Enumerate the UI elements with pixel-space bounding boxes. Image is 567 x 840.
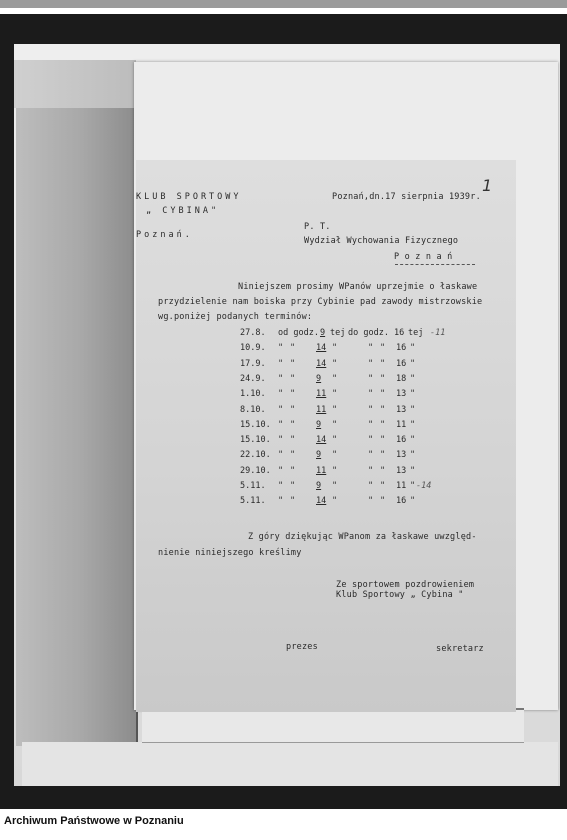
schedule-date: 10.9.: [240, 343, 266, 354]
body-line1: Niniejszem prosimy WPanów uprzejmie o łaskawe: [238, 282, 478, 292]
schedule-ditto: ": [290, 435, 296, 446]
schedule-from: 14: [316, 343, 327, 354]
schedule-ditto: ": [332, 450, 338, 461]
schedule-ditto: ": [368, 358, 374, 369]
schedule-ditto: ": [410, 358, 416, 369]
club-city: Poznań.: [136, 230, 193, 240]
schedule-ditto: ": [410, 389, 416, 400]
recipient-underline: [395, 264, 475, 265]
schedule-ditto: ": [368, 404, 374, 415]
closing-line2: nienie niniejszego kreślimy: [158, 548, 302, 558]
schedule-from: 9: [320, 328, 326, 338]
page-number: 1: [482, 176, 493, 195]
schedule-ditto: ": [278, 435, 284, 446]
club-name-line2: „ CYBINA": [146, 206, 220, 216]
schedule-to: 13: [396, 389, 407, 400]
schedule-date: 8.10.: [240, 404, 266, 415]
schedule-ditto: ": [410, 419, 416, 430]
letter-date: Poznań,dn.17 sierpnia 1939r.: [332, 192, 481, 202]
schedule-ditto: ": [380, 496, 386, 507]
schedule-from: 11: [316, 389, 327, 400]
schedule-ditto: ": [410, 481, 416, 491]
schedule-ditto: ": [368, 373, 374, 384]
schedule-ditto: ": [332, 496, 338, 507]
signature-prezes: prezes: [286, 642, 318, 652]
schedule-ditto: ": [290, 481, 296, 491]
schedule-ditto: ": [278, 373, 284, 384]
closing-line1: Z góry dziękując WPanom za łaskawe uwzględ-: [248, 532, 477, 542]
schedule-date: 24.9.: [240, 373, 266, 384]
schedule-ditto: ": [380, 358, 386, 369]
schedule-ditto: ": [332, 404, 338, 415]
schedule-ditto: ": [332, 419, 338, 430]
schedule-to: 13: [396, 465, 407, 476]
schedule-from: 11: [316, 404, 327, 415]
schedule-ditto: ": [332, 465, 338, 476]
schedule-to: 13: [396, 450, 407, 461]
schedule-ditto: ": [380, 419, 386, 430]
schedule-ditto: ": [380, 389, 386, 400]
schedule-to: 11: [396, 419, 407, 430]
schedule-ditto: ": [368, 496, 374, 507]
paper-bottom-edge: [142, 708, 524, 743]
schedule-from: 14: [316, 358, 327, 369]
schedule-ditto: ": [290, 496, 296, 507]
schedule-to: 18: [396, 373, 407, 384]
schedule-ditto: ": [278, 496, 284, 507]
schedule-tej-label: tej: [330, 328, 346, 338]
schedule-from: 9: [316, 481, 322, 491]
schedule-ditto: ": [410, 496, 416, 507]
schedule-ditto: ": [410, 404, 416, 415]
schedule-ditto: ": [380, 450, 386, 461]
schedule-to-label: do godz.: [348, 328, 389, 338]
schedule-ditto: ": [380, 481, 386, 491]
schedule-ditto: ": [410, 435, 416, 446]
schedule-from-label: od godz.: [278, 328, 319, 338]
schedule-ditto: ": [278, 343, 284, 354]
schedule-ditto: ": [380, 435, 386, 446]
recipient-city: P o z n a ń: [394, 252, 453, 262]
schedule-ditto: ": [290, 419, 296, 430]
recipient-name: Wydział Wychowania Fizycznego: [304, 236, 459, 246]
schedule-ditto: ": [380, 343, 386, 354]
schedule-to: 16: [396, 343, 407, 354]
greeting-line1: Ze sportowem pozdrowieniem: [336, 580, 475, 590]
schedule-handwritten-note: -11: [430, 328, 446, 338]
left-folder-edge: [16, 108, 138, 746]
schedule-ditto: ": [278, 481, 284, 491]
schedule-ditto: ": [332, 343, 338, 354]
schedule-ditto: ": [380, 373, 386, 384]
schedule-to: 16: [396, 496, 407, 507]
schedule-ditto: ": [332, 389, 338, 400]
greeting-line2: Klub Sportowy „ Cybina ": [336, 590, 464, 600]
schedule-from: 9: [316, 419, 322, 430]
schedule-ditto: ": [368, 481, 374, 491]
schedule-ditto: ": [290, 343, 296, 354]
schedule-ditto: ": [332, 481, 338, 491]
schedule-ditto: ": [290, 358, 296, 369]
schedule-date: 15.10.: [240, 435, 271, 446]
schedule-from: 9: [316, 450, 322, 461]
schedule-from: 9: [316, 373, 322, 384]
schedule-ditto: ": [278, 450, 284, 461]
body-line3: wg.poniżej podanych terminów:: [158, 312, 313, 322]
schedule-ditto: ": [332, 373, 338, 384]
schedule-date: 27.8.: [240, 328, 266, 338]
schedule-from: 14: [316, 435, 327, 446]
schedule-ditto: ": [368, 343, 374, 354]
schedule-ditto: ": [368, 435, 374, 446]
schedule-date: 5.11.: [240, 481, 266, 491]
schedule-ditto: ": [380, 404, 386, 415]
letter-page: [136, 160, 516, 712]
schedule-to: 13: [396, 404, 407, 415]
schedule-from: 14: [316, 496, 327, 507]
schedule-ditto: ": [368, 389, 374, 400]
schedule-tej-label: tej: [408, 328, 424, 338]
schedule-date: 15.10.: [240, 419, 271, 430]
schedule-ditto: ": [278, 465, 284, 476]
schedule-ditto: ": [290, 389, 296, 400]
signature-sekretarz: sekretarz: [436, 644, 484, 654]
schedule-ditto: ": [410, 343, 416, 354]
folder-top: [14, 60, 136, 108]
schedule-ditto: ": [368, 465, 374, 476]
body-line2: przydzielenie nam boiska przy Cybinie pad zawody mistrzowskie: [158, 297, 483, 307]
schedule-from: 11: [316, 465, 327, 476]
schedule-date: 29.10.: [240, 465, 271, 476]
schedule-ditto: ": [290, 404, 296, 415]
schedule-ditto: ": [410, 465, 416, 476]
schedule-handwritten-note: -14: [416, 481, 432, 491]
schedule-ditto: ": [368, 419, 374, 430]
club-name-line1: KLUB SPORTOWY: [136, 192, 242, 202]
schedule-ditto: ": [368, 450, 374, 461]
schedule-ditto: ": [290, 373, 296, 384]
schedule-ditto: ": [278, 404, 284, 415]
schedule-date: 5.11.: [240, 496, 266, 507]
recipient-pt: P. T.: [304, 222, 331, 232]
schedule-ditto: ": [380, 465, 386, 476]
top-border-strip: [0, 0, 567, 8]
schedule-ditto: ": [290, 465, 296, 476]
schedule-ditto: ": [332, 435, 338, 446]
schedule-date: 1.10.: [240, 389, 266, 400]
schedule-ditto: ": [410, 450, 416, 461]
schedule-ditto: ": [410, 373, 416, 384]
schedule-to: 16: [396, 358, 407, 369]
schedule-to: 16: [394, 328, 405, 338]
schedule-ditto: ": [278, 358, 284, 369]
schedule-date: 22.10.: [240, 450, 271, 461]
archive-caption: Archiwum Państwowe w Poznaniu: [4, 815, 184, 827]
schedule-ditto: ": [290, 450, 296, 461]
bottom-sheet: [22, 742, 558, 786]
schedule-date: 17.9.: [240, 358, 266, 369]
schedule-to: 16: [396, 435, 407, 446]
schedule-ditto: ": [278, 389, 284, 400]
schedule-table: [240, 328, 480, 518]
schedule-to: 11: [396, 481, 407, 491]
schedule-ditto: ": [332, 358, 338, 369]
schedule-ditto: ": [278, 419, 284, 430]
